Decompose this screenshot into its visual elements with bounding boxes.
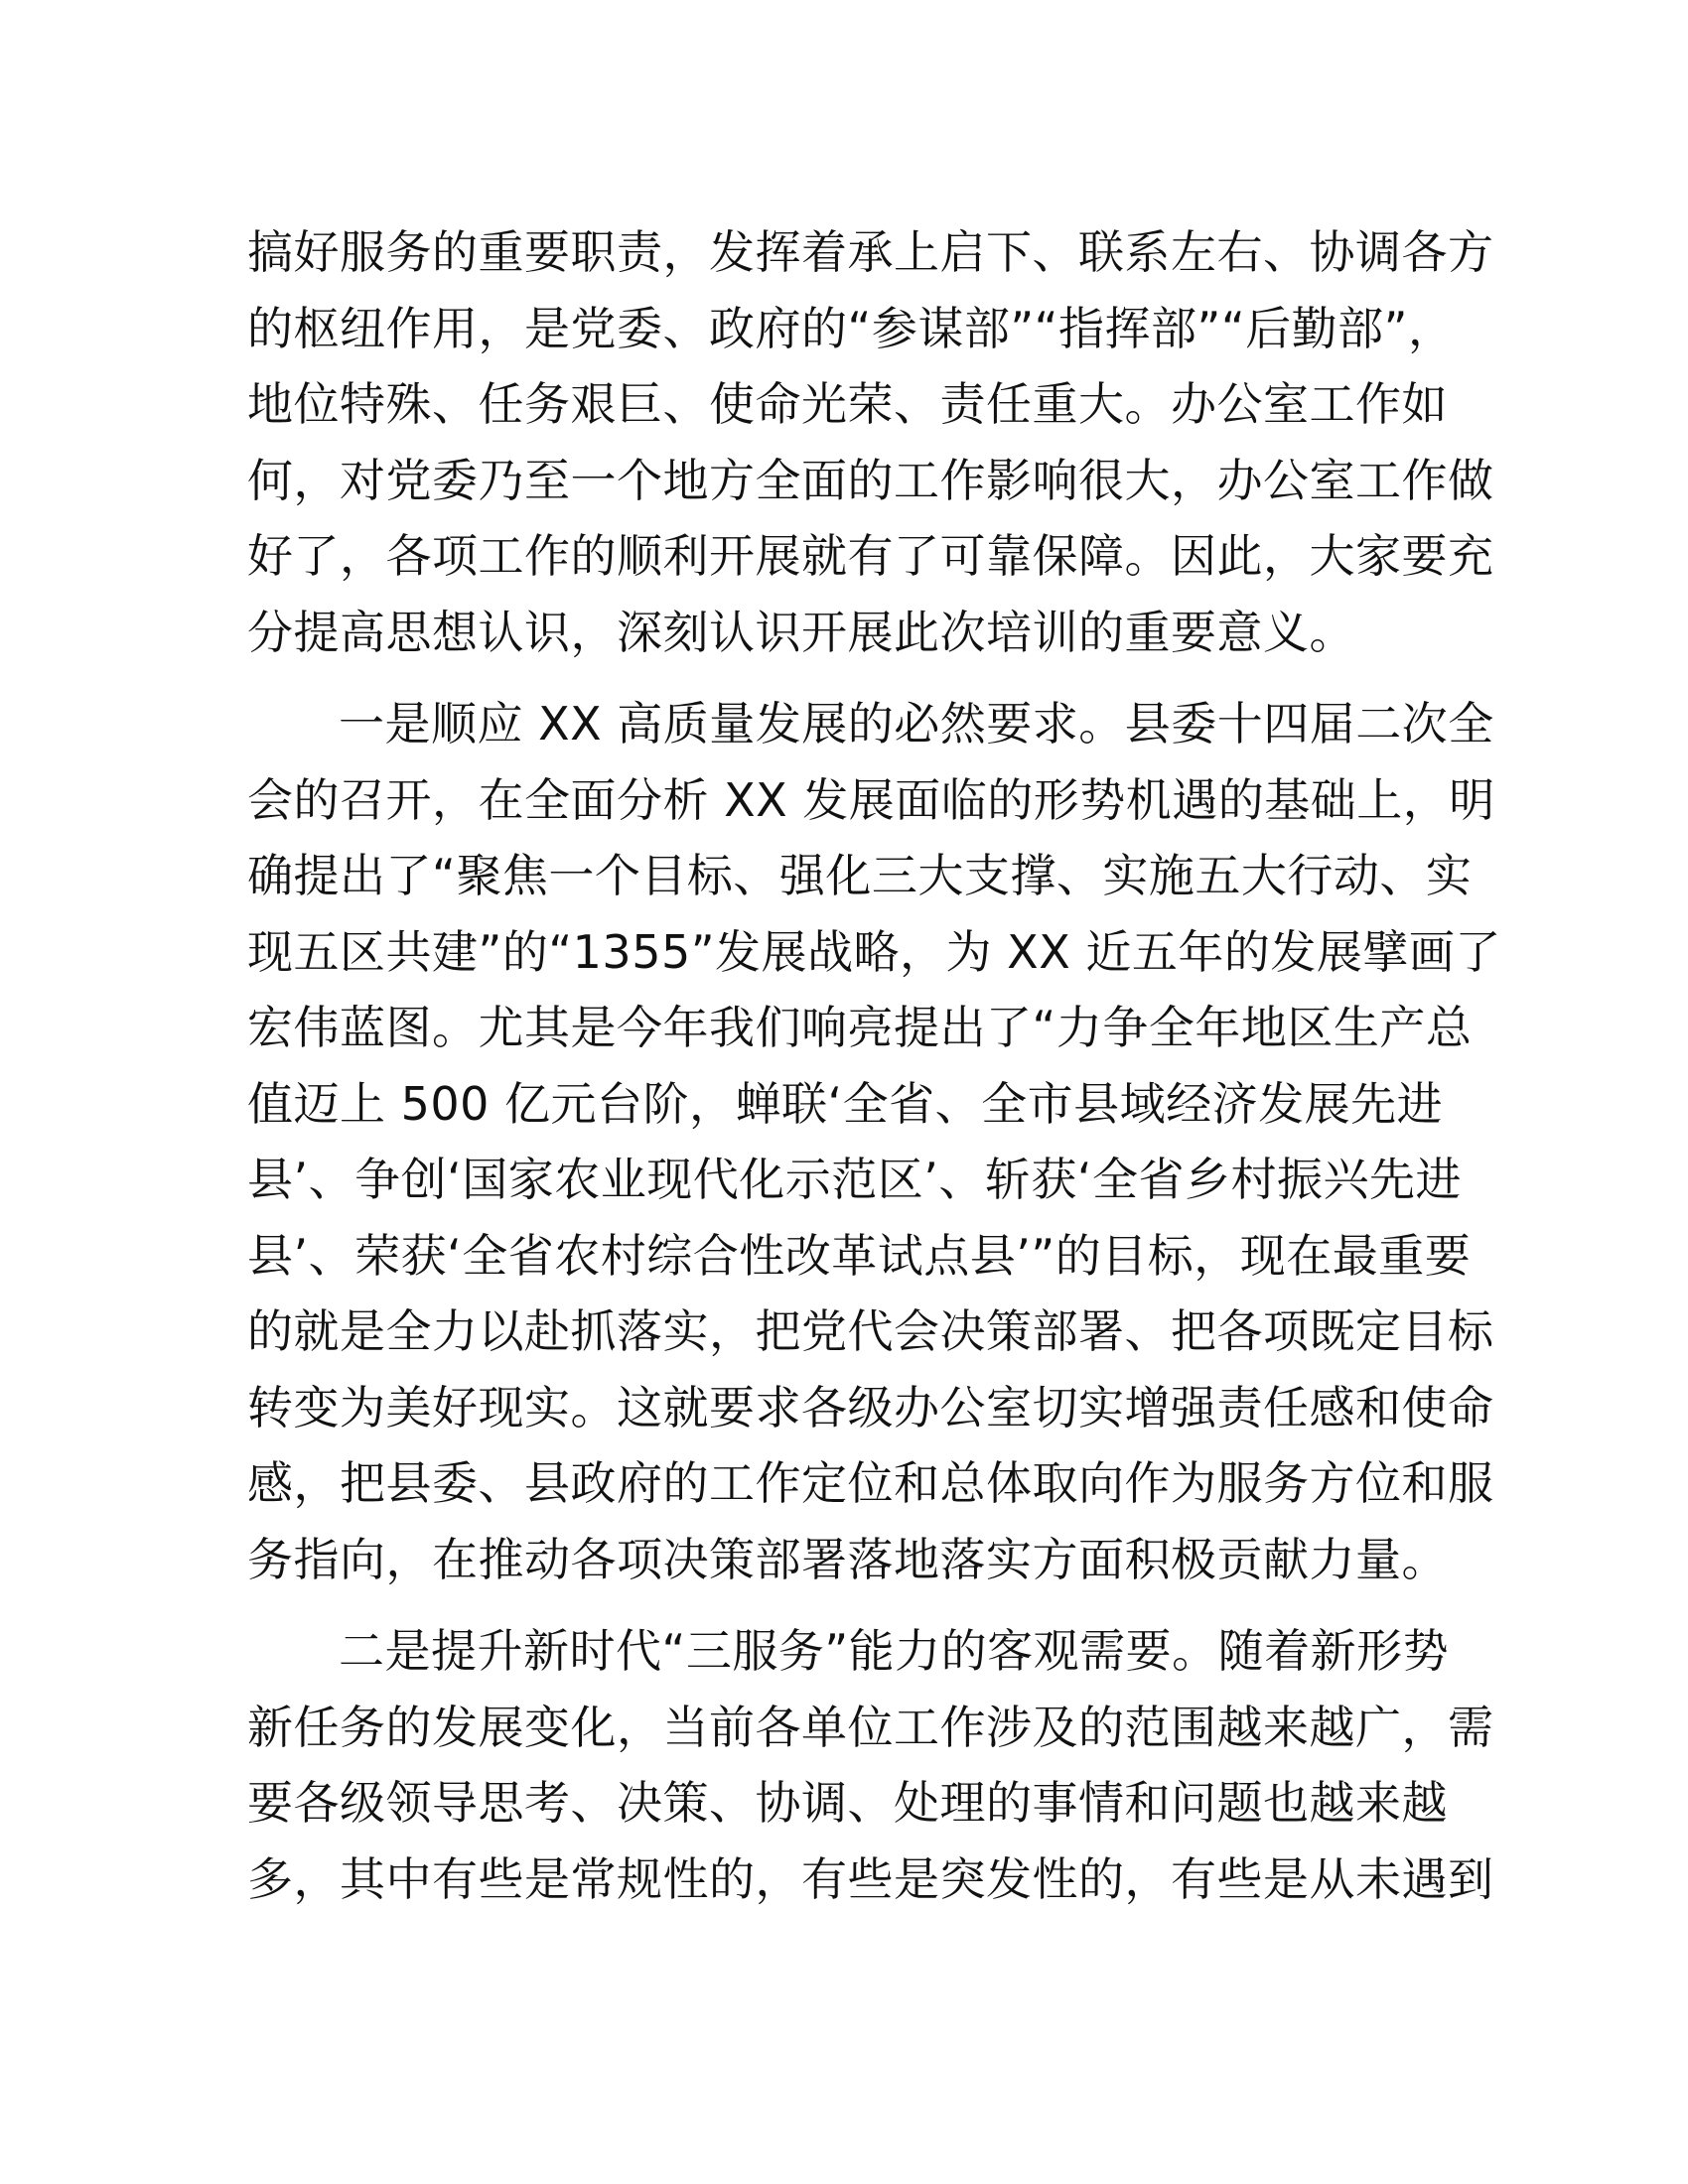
paragraph-spacer	[247, 1597, 1439, 1613]
text-line: 感，把县委、县政府的工作定位和总体取向作为服务方位和服	[247, 1456, 1494, 1510]
text-line: 宏伟蓝图。尤其是今年我们响亮提出了“力争全年地区生产总	[247, 1001, 1473, 1054]
document-body	[247, 214, 1501, 1917]
text-line: 会的召开，在全面分析 XX 发展面临的形势机遇的基础上，明	[247, 772, 1495, 827]
text-line: 值迈上 500 亿元台阶，蝉联‘全省、全市县域经济发展先进	[247, 1076, 1444, 1131]
text-line: 要各级领导思考、决策、协调、处理的事情和问题也越来越	[247, 1776, 1448, 1830]
text-line: 地位特殊、任务艰巨、使命光荣、责任重大。办公室工作如	[247, 377, 1448, 431]
text-line: 确提出了“聚焦一个目标、强化三大支撑、实施五大行动、实	[247, 849, 1473, 902]
text-line: 县’、荣获‘全省农村综合性改革试点县’”的目标，现在最重要	[247, 1228, 1472, 1283]
text-line: 现五区共建”的“1355”发展战略，为 XX 近五年的发展擘画了	[247, 924, 1501, 979]
paragraph-3	[247, 1613, 1494, 1917]
text-line: 的枢纽作用，是党委、政府的“参谋部”“指挥部”“后勤部”，	[247, 301, 1455, 355]
text-line: 县’、争创‘国家农业现代化示范区’、斩获‘全省乡村振兴先进	[247, 1153, 1462, 1206]
text-line: 多，其中有些是常规性的，有些是突发性的，有些是从未遇到	[247, 1851, 1494, 1906]
paragraph-1	[247, 214, 1494, 670]
text-line: 新任务的发展变化，当前各单位工作涉及的范围越来越广，需	[247, 1700, 1494, 1754]
text-line: 二是提升新时代“三服务”能力的客观需要。随着新形势	[339, 1624, 1450, 1678]
text-line: 好了，各项工作的顺利开展就有了可靠保障。因此，大家要充	[247, 529, 1494, 583]
text-line: 何，对党委乃至一个地方全面的工作影响很大，办公室工作做	[247, 453, 1494, 507]
text-line: 转变为美好现实。这就要求各级办公室切实增强责任感和使命	[247, 1380, 1494, 1434]
paragraph-spacer	[247, 670, 1439, 686]
text-line: 搞好服务的重要职责，发挥着承上启下、联系左右、协调各方	[247, 225, 1494, 279]
text-line: 一是顺应 XX 高质量发展的必然要求。县委十四届二次全	[339, 697, 1494, 751]
text-line: 分提高思想认识，深刻认识开展此次培训的重要意义。	[247, 605, 1355, 659]
text-line: 务指向，在推动各项决策部署落地落实方面积极贡献力量。	[247, 1532, 1448, 1586]
text-line: 的就是全力以赴抓落实，把党代会决策部署、把各项既定目标	[247, 1304, 1494, 1358]
paragraph-2	[247, 686, 1501, 1597]
